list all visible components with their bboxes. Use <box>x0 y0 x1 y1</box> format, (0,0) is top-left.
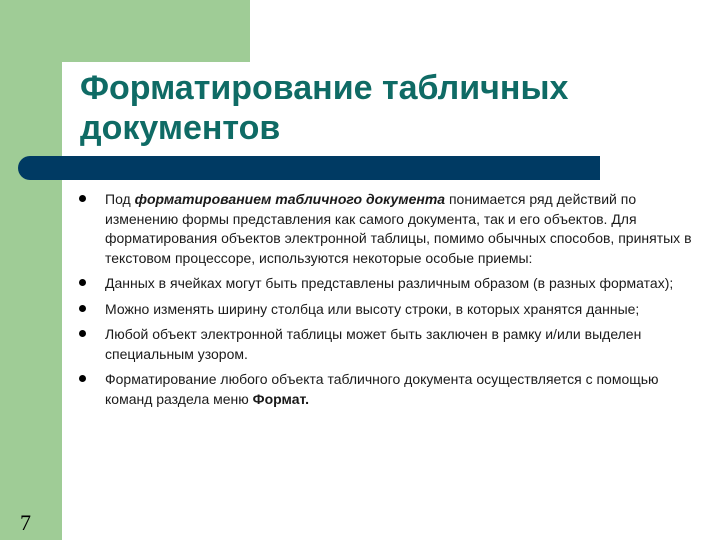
bullet-dot-icon <box>79 330 86 337</box>
bullet-text: Данных в ячейках могут быть представлены различным образом (в разных форматах); <box>105 275 674 291</box>
bullet-item <box>78 190 700 268</box>
bullet-item <box>78 274 700 294</box>
bullet-dot-icon <box>79 305 86 312</box>
slide-number: 7 <box>20 510 31 535</box>
bullet-item <box>78 300 700 320</box>
bullet-text-post: понимается ряд действий по изменению формы представления как самого документа, так и его объектов. Для форматирования объектов электронной таблицы, помимо обычных способов, принятых в текстовом процессоре, используются некоторые особые приемы: <box>105 191 692 266</box>
bullet-text-pre: Форматирование любого объекта табличного документа осуществляется с помощью команд раздела меню <box>105 371 659 407</box>
slide-title: Форматирование табличных документов <box>80 69 569 147</box>
bullet-text: Любой объект электронной таблицы может быть заключен в рамку и/или выделен специальным узором. <box>105 326 642 362</box>
bullet-text-pre: Под <box>105 191 135 207</box>
bullet-item <box>78 325 700 364</box>
bullet-menu-name: Формат. <box>252 390 310 407</box>
bullet-text: Можно изменять ширину столбца или высоту строки, в которых хранятся данные; <box>105 300 640 317</box>
bullet-list <box>78 190 700 415</box>
bullet-dot-icon <box>79 375 86 382</box>
top-decor-band <box>0 0 250 62</box>
left-decor-band <box>0 0 62 540</box>
title-underline-bar <box>18 156 600 180</box>
bullet-dot-icon <box>79 195 86 202</box>
bullet-item <box>78 370 700 409</box>
bullet-emphasis: форматированием табличного документа <box>134 191 446 207</box>
bullet-dot-icon <box>79 279 86 286</box>
